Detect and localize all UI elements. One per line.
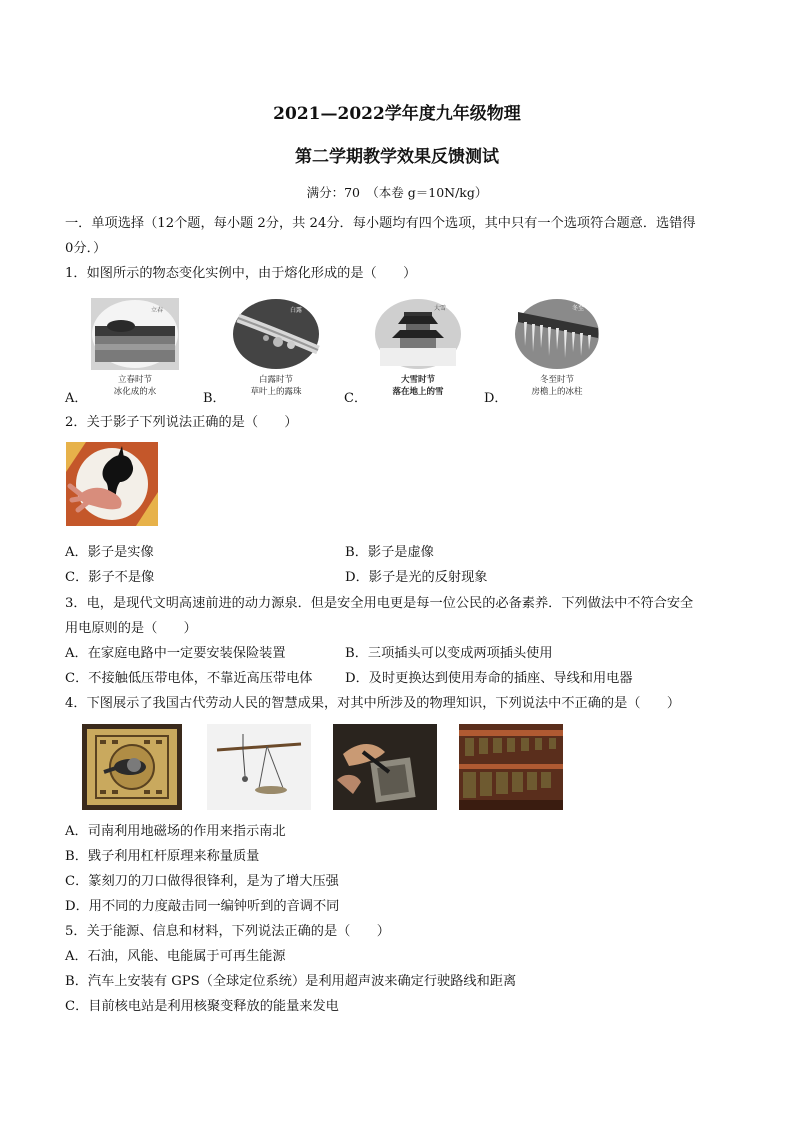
section-heading-line-1: 一．单项选择（12个题，每小题 2分，共 24分．每小题均有四个选项，其中只有一个选项符合题意．选错得 <box>65 216 696 231</box>
q1-image-b <box>232 298 320 370</box>
svg-text:立春: 立春 <box>151 307 164 314</box>
q3-option-a: A．在家庭电路中一定要安装保险装置 <box>65 646 286 661</box>
q1-option-a-letter: A． <box>65 391 88 406</box>
q4-bianzhong-bells-image <box>459 724 563 810</box>
q2-option-a: A．影子是实像 <box>65 545 154 560</box>
q3-stem-line-2: 用电原则的是（ ） <box>65 621 197 636</box>
q2-stem: 2．关于影子下列说法正确的是（ ） <box>65 415 298 430</box>
q4-option-d: D．用不同的力度敲击同一编钟听到的音调不同 <box>65 899 340 914</box>
q4-option-b: B．戥子利用杠杆原理来称量质量 <box>65 849 260 864</box>
q1-caption-a-2: 冰化成的水 <box>113 387 157 397</box>
q1-option-b-letter: B． <box>203 391 226 406</box>
q4-stem: 4．下图展示了我国古代劳动人民的智慧成果，对其中所涉及的物理知识，下列说法中不正确的是（ ） <box>65 696 681 711</box>
q5-stem: 5．关于能源、信息和材料，下列说法正确的是（ ） <box>65 924 390 939</box>
q2-option-c: C．影子不是像 <box>65 570 155 585</box>
q1-caption-d-1: 冬至时节 <box>539 375 574 385</box>
q5-option-b: B．汽车上安装有 GPS（全球定位系统）是利用超声波来确定行驶路线和距离 <box>65 974 517 989</box>
q3-stem-line-1: 3．电，是现代文明高速前进的动力源泉．但是安全用电更是每一位公民的必备素养．下列做法中不符合安全 <box>65 596 694 611</box>
q4-dengzi-scale-image <box>207 724 311 810</box>
q3-option-c: C．不接触低压带电体，不靠近高压带电体 <box>65 671 313 686</box>
q5-option-c: C．目前核电站是利用核聚变释放的能量来发电 <box>65 999 339 1014</box>
svg-text:冬至: 冬至 <box>572 305 585 312</box>
q2-option-d: D．影子是光的反射现象 <box>345 570 488 585</box>
q1-option-c-letter: C． <box>344 391 367 406</box>
q1-caption-b-1: 白露时节 <box>258 375 293 385</box>
title-line-2: 第二学期教学效果反馈测试 <box>295 147 499 167</box>
section-heading-line-2: 0分．） <box>65 241 107 256</box>
q1-option-d-letter: D． <box>484 391 508 406</box>
title-line-1: 2021—2022学年度九年级物理 <box>273 104 521 124</box>
svg-text:白露: 白露 <box>290 307 303 314</box>
q1-caption-a-1: 立春时节 <box>117 375 152 385</box>
q1-caption-d-2: 房檐上的冰柱 <box>531 387 583 397</box>
q1-image-d <box>514 298 600 370</box>
svg-text:大雪: 大雪 <box>434 305 447 312</box>
q1-image-c <box>374 298 462 370</box>
q1-caption-c-2: 落在地上的雪 <box>392 387 444 397</box>
q4-option-a: A．司南利用地磁场的作用来指示南北 <box>65 824 286 839</box>
q4-seal-carving-image <box>333 724 437 810</box>
q1-image-a <box>91 298 179 370</box>
q2-shadow-puppet-image <box>66 442 158 526</box>
q4-sinan-compass-image <box>82 724 182 810</box>
q3-option-d: D．及时更换达到使用寿命的插座、导线和用电器 <box>345 671 633 686</box>
q2-option-b: B．影子是虚像 <box>345 545 434 560</box>
q4-option-c: C．篆刻刀的刀口做得很锋利，是为了增大压强 <box>65 874 339 889</box>
score-line: 满分：70 （本卷 g＝10N/kg） <box>306 185 488 200</box>
q1-caption-b-2: 草叶上的露珠 <box>250 387 302 397</box>
q1-stem: 1．如图所示的物态变化实例中，由于熔化形成的是（ ） <box>65 266 417 281</box>
q3-option-b: B．三项插头可以变成两项插头使用 <box>345 646 553 661</box>
q5-option-a: A．石油，风能、电能属于可再生能源 <box>65 949 286 964</box>
q1-caption-c-1: 大雪时节 <box>400 375 435 385</box>
